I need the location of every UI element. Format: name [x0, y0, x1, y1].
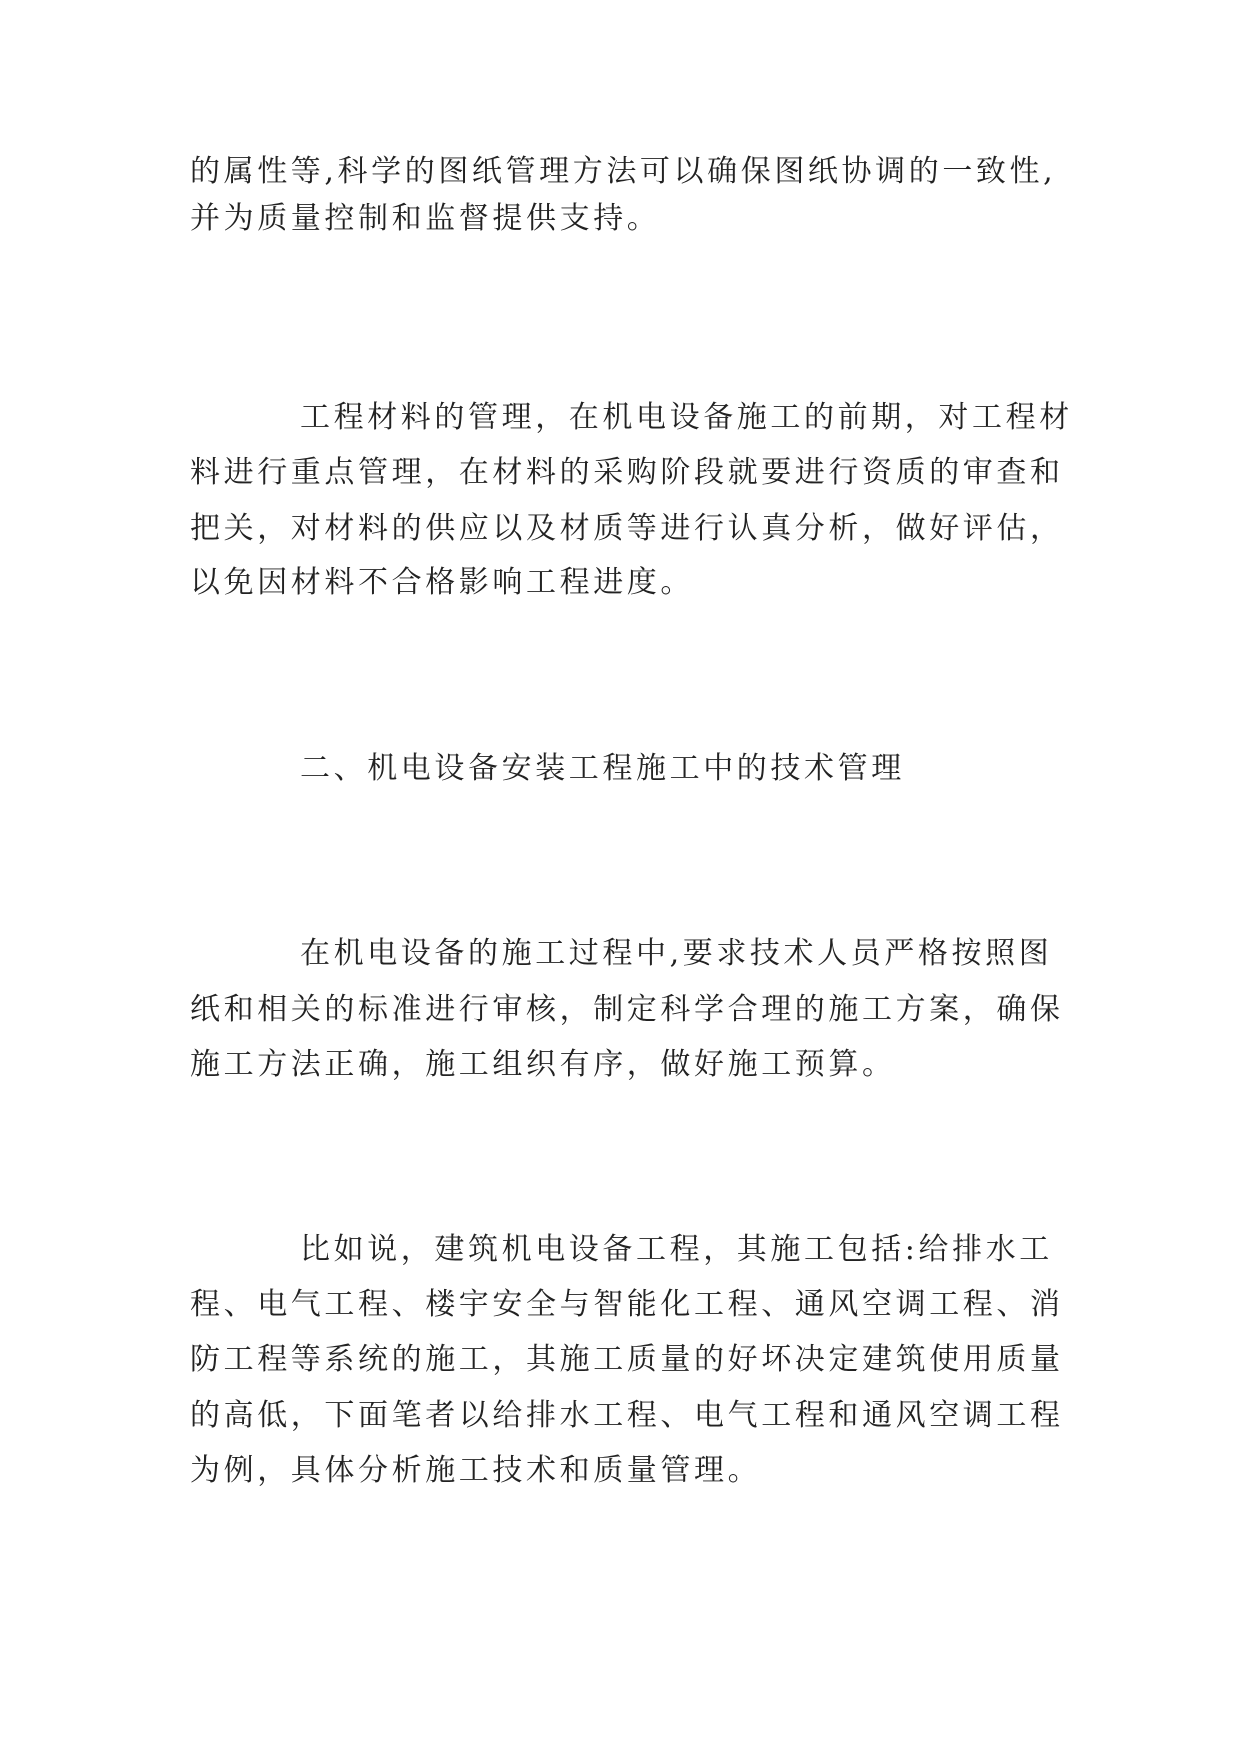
- text-line: 施工方法正确，施工组织有序，做好施工预算。: [190, 1047, 896, 1082]
- text-line: 为例，具体分析施工技术和质量管理。: [190, 1453, 762, 1488]
- text-line: 在机电设备的施工过程中,要求技术人员严格按照图: [300, 936, 1053, 971]
- text-line: 工程材料的管理，在机电设备施工的前期，对工程材: [300, 400, 1073, 435]
- text-line: 并为质量控制和监督提供支持。: [190, 201, 661, 236]
- text-line: 把关，对材料的供应以及材质等进行认真分析，做好评估，: [190, 511, 1064, 546]
- text-line: 的高低，下面笔者以给排水工程、电气工程和通风空调工程: [190, 1398, 1064, 1433]
- text-line: 防工程等系统的施工，其施工质量的好坏决定建筑使用质量: [190, 1342, 1064, 1377]
- text-line: 以免因材料不合格影响工程进度。: [190, 565, 694, 600]
- section-heading: 二、机电设备安装工程施工中的技术管理: [300, 751, 905, 786]
- text-line: 的属性等,科学的图纸管理方法可以确保图纸协调的一致性,: [190, 154, 1057, 189]
- text-line: 纸和相关的标准进行审核，制定科学合理的施工方案，确保: [190, 992, 1064, 1027]
- text-line: 比如说，建筑机电设备工程，其施工包括:给排水工: [300, 1232, 1053, 1267]
- text-line: 程、电气工程、楼宇安全与智能化工程、通风空调工程、消: [190, 1287, 1064, 1322]
- text-line: 料进行重点管理，在材料的采购阶段就要进行资质的审查和: [190, 455, 1064, 490]
